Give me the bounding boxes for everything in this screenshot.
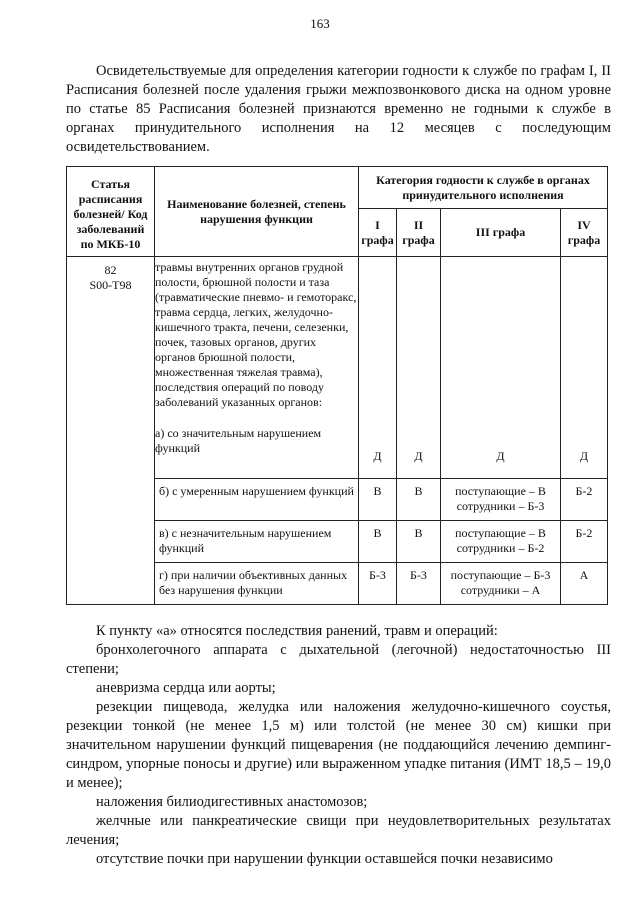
disease-category-table <box>66 166 608 605</box>
header-graph-2: II графа <box>397 209 441 257</box>
table-row <box>67 257 608 479</box>
body-text <box>66 622 611 869</box>
paragraph: бронхолегочного аппарата с дыхательной (легочной) недостаточностью III степени; <box>66 642 611 677</box>
paragraph: отсутствие почки при нарушении функции оставшейся почки независимо <box>96 851 553 867</box>
paragraph: аневризма сердца или аорты; <box>96 680 276 696</box>
paragraph: желчные или панкреатические свищи при неудовлетворительных результатах лечения; <box>66 813 611 848</box>
description-cell <box>155 257 359 479</box>
header-name: Наименование болезней, степень нарушения функции <box>155 167 359 257</box>
grade-cell: В <box>359 479 397 521</box>
grade-cell: Д <box>397 257 441 479</box>
row-label: а) со значительным нарушением функций <box>155 426 322 455</box>
grade-cell: Б-3 <box>359 563 397 605</box>
header-graph-4: IV графа <box>561 209 608 257</box>
grade-cell: Д <box>359 257 397 479</box>
grade-cell: В <box>359 521 397 563</box>
article-cell <box>67 257 155 605</box>
grade-cell: поступающие – В сотрудники – Б-3 <box>441 479 561 521</box>
page-number: 163 <box>310 16 330 31</box>
grade-cell: В <box>397 521 441 563</box>
grade-cell: поступающие – Б-3 сотрудники – А <box>441 563 561 605</box>
grade-cell: Д <box>561 257 608 479</box>
header-graph-1: I графа <box>359 209 397 257</box>
row-label-cell: в) с незначительным нарушением функций <box>155 521 359 563</box>
header-article: Статья расписания болезней/ Код заболеваний по МКБ-10 <box>67 167 155 257</box>
disease-description: травмы внутренних органов грудной полости, брюшной полости и таза (травматические пневмо- и гемоторакс, травма сердца, легких, желудочно-кишечного тракта, печени, селезенки, почек, тазовых органов, других органов брюшной полости, множественная тяжелая травма), последствия операций по поводу заболеваний указанных органов: <box>155 260 357 409</box>
row-label-cell: б) с умеренным нарушением функций <box>155 479 359 521</box>
article-code: S00-T98 <box>89 278 132 292</box>
paragraph: наложения билиодигестивных анастомозов; <box>96 794 368 810</box>
row-label-cell: г) при наличии объективных данных без нарушения функции <box>155 563 359 605</box>
paragraph: резекции пищевода, желудка или наложения желудочно-кишечного соустья, резекции тонкой (не менее 1,5 м) или толстой (не менее 30 см) кишки при значительном нарушении функций пищеварения (не поддающийся лечению демпинг-синдром, упорные поносы и другие) или выраженном упадке питания (ИМТ 18,5 – 19,0 и менее); <box>66 699 611 791</box>
grade-cell: Б-3 <box>397 563 441 605</box>
grade-cell: А <box>561 563 608 605</box>
grade-cell: поступающие – В сотрудники – Б-2 <box>441 521 561 563</box>
grade-cell: Д <box>441 257 561 479</box>
article-number: 82 <box>104 263 117 277</box>
grade-cell: Б-2 <box>561 479 608 521</box>
grade-cell: В <box>397 479 441 521</box>
intro-paragraph: Освидетельствуемые для определения категории годности к службе по графам I, II Расписания болезней после удаления грыжи межпозвонкового диска на одном уровне по статье 85 Расписания болезней признаются временно не годными к службе в органах принудительного исполнения на 12 месяцев с последующим освидетельствованием. <box>66 63 611 155</box>
header-graph-3: III графа <box>441 209 561 257</box>
header-category: Категория годности к службе в органах принудительного исполнения <box>359 167 608 209</box>
grade-cell: Б-2 <box>561 521 608 563</box>
paragraph: К пункту «а» относятся последствия ранений, травм и операций: <box>96 623 498 639</box>
